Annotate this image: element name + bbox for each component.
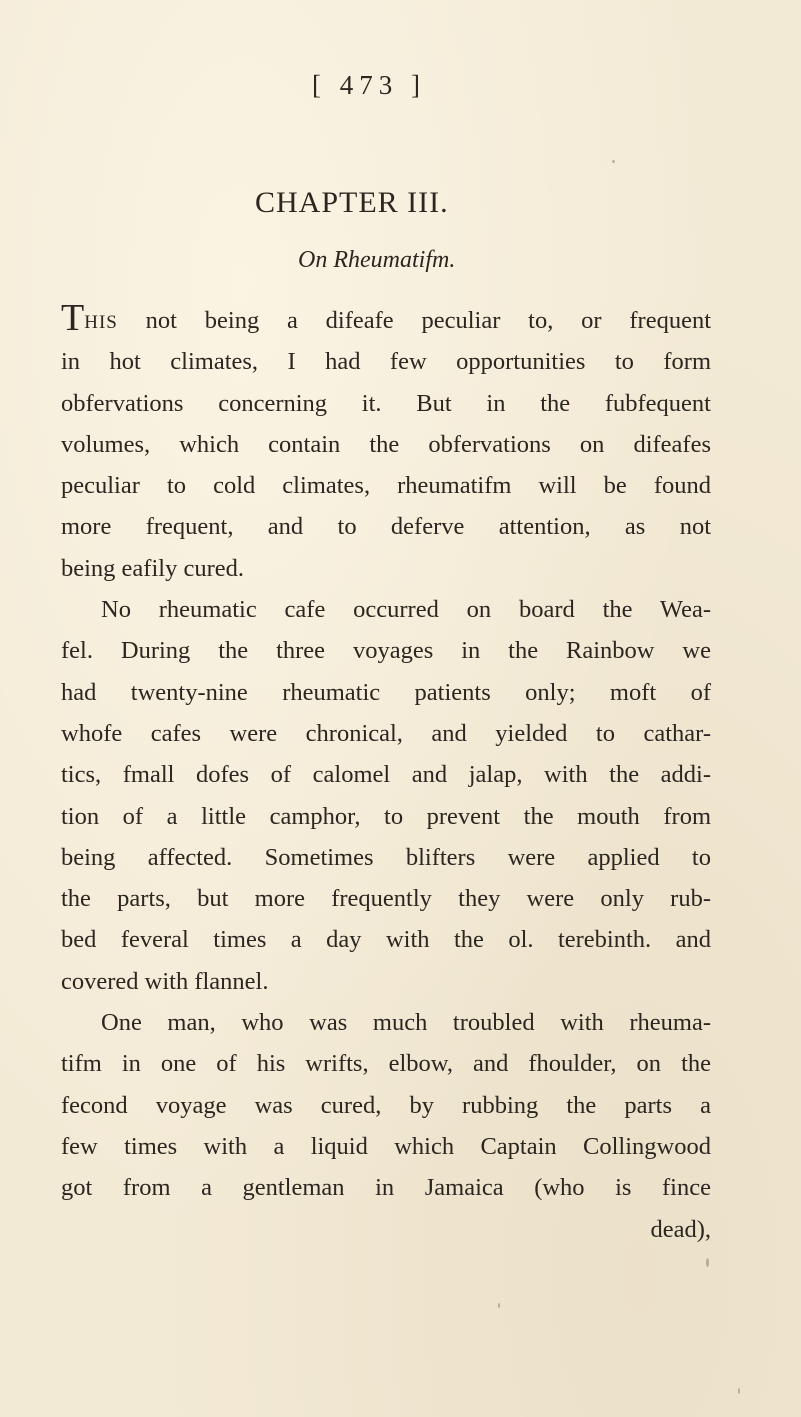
text-line: got from a gentleman in Jamaica (who is fince — [61, 1174, 711, 1202]
text-line: bed feveral times a day with the ol. terebinth. and — [61, 926, 711, 954]
text-line — [61, 297, 711, 341]
chapter-subtitle: On Rheumatifm. — [298, 247, 456, 273]
text-line: had twenty-nine rheumatic patients only; moft of — [61, 678, 711, 706]
text-line: tifm in one of his wrifts, elbow, and fhoulder, on the — [61, 1050, 711, 1078]
chapter-heading: CHAPTER III. — [255, 186, 449, 219]
paper-speck — [738, 1388, 740, 1394]
paper-speck — [498, 1303, 500, 1308]
paper-speck — [706, 1258, 709, 1267]
text-line: in hot climates, I had few opportunities to form — [61, 348, 711, 376]
text-line: tics, fmall dofes of calomel and jalap, with the addi- — [61, 761, 711, 789]
text-line: peculiar to cold climates, rheumatifm will be found — [61, 472, 711, 500]
text-line: fecond voyage was cured, by rubbing the parts a — [61, 1091, 711, 1119]
text-line: whofe cafes were chronical, and yielded to cathar- — [61, 719, 711, 747]
catchword: dead), — [650, 1215, 711, 1243]
text-line: being eafily cured. — [61, 554, 244, 582]
text-line: few times with a liquid which Captain Collingwood — [61, 1132, 711, 1160]
text-line: volumes, which contain the obfervations on difeafes — [61, 430, 711, 458]
text-line: No rheumatic cafe occurred on board the Wea- — [101, 596, 711, 624]
text-line: the parts, but more frequently they were only rub- — [61, 885, 711, 913]
text-line: more frequent, and to deferve attention, as not — [61, 513, 711, 541]
body-text — [61, 297, 711, 1250]
text-line: fel. During the three voyages in the Rainbow we — [61, 637, 711, 665]
text-line: covered with flannel. — [61, 967, 269, 995]
paper-speck — [612, 160, 615, 163]
text-line: One man, who was much troubled with rheuma- — [101, 1009, 711, 1037]
text-line: tion of a little camphor, to prevent the mouth from — [61, 802, 711, 830]
small-caps: HIS — [84, 312, 118, 333]
text-line-content: not being a difeafe peculiar to, or frequent — [117, 307, 711, 334]
drop-cap: T — [61, 297, 85, 339]
page-number: [ 473 ] — [312, 70, 426, 100]
text-line: being affected. Sometimes blifters were applied to — [61, 843, 711, 871]
text-line: obfervations concerning it. But in the fubfequent — [61, 389, 711, 417]
